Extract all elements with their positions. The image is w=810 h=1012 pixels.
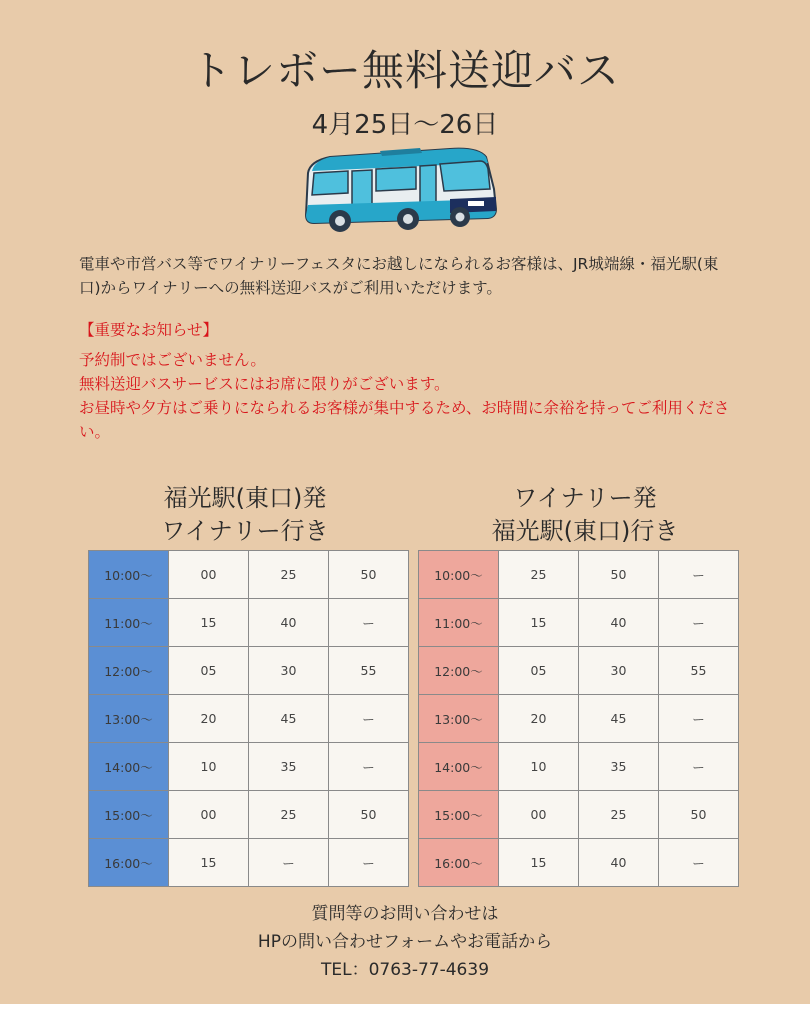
minute-cell: ー <box>659 839 739 887</box>
table-row <box>89 551 409 599</box>
minute-cell: 50 <box>579 551 659 599</box>
minute-cell: 35 <box>249 743 329 791</box>
minute-cell: ー <box>659 599 739 647</box>
table-row <box>419 599 739 647</box>
hour-cell: 14:00〜 <box>89 743 169 791</box>
hour-cell: 12:00〜 <box>419 647 499 695</box>
notice-line: 予約制ではございません。 <box>79 351 266 369</box>
timetable-title-station <box>80 482 410 548</box>
minute-cell: ー <box>659 695 739 743</box>
minute-cell: 40 <box>249 599 329 647</box>
table-row <box>419 647 739 695</box>
hour-cell: 10:00〜 <box>419 551 499 599</box>
hour-cell: 10:00〜 <box>89 551 169 599</box>
hour-cell: 15:00〜 <box>419 791 499 839</box>
table-row <box>89 839 409 887</box>
timetable-title-winery <box>420 482 750 548</box>
notice-line: 無料送迎バスサービスにはお席に限りがございます。 <box>79 375 450 393</box>
phone-number: TEL：0763-77-4639 <box>320 960 490 980</box>
contact-line: 質問等のお問い合わせは <box>311 904 499 924</box>
intro-text: 電車や市営バス等でワイナリーフェスタにお越しになられるお客様は、JR城端線・福光駅(東口)からワイナリーへの無料送迎バスがご利用いただけます。 <box>79 255 719 297</box>
table-row <box>89 695 409 743</box>
minute-cell: ー <box>329 599 409 647</box>
minute-cell: 50 <box>659 791 739 839</box>
minute-cell: ー <box>329 743 409 791</box>
important-notice <box>79 318 739 444</box>
minute-cell: ー <box>329 695 409 743</box>
table-row <box>419 743 739 791</box>
minute-cell: 50 <box>329 551 409 599</box>
hour-cell: 14:00〜 <box>419 743 499 791</box>
minute-cell: ー <box>249 839 329 887</box>
table-row <box>419 791 739 839</box>
minute-cell: 40 <box>579 839 659 887</box>
minute-cell: 15 <box>499 839 579 887</box>
hour-cell: 16:00〜 <box>419 839 499 887</box>
title-line: 福光駅(東口)発 <box>163 484 327 512</box>
minute-cell: 25 <box>249 551 329 599</box>
table-row <box>89 599 409 647</box>
minute-cell: 05 <box>499 647 579 695</box>
minute-cell: 30 <box>579 647 659 695</box>
minute-cell: 20 <box>169 695 249 743</box>
minute-cell: 00 <box>169 791 249 839</box>
minute-cell: 00 <box>169 551 249 599</box>
hour-cell: 16:00〜 <box>89 839 169 887</box>
minute-cell: 00 <box>499 791 579 839</box>
minute-cell: 15 <box>499 599 579 647</box>
hour-cell: 11:00〜 <box>419 599 499 647</box>
title-line: 福光駅(東口)行き <box>491 517 679 545</box>
minute-cell: 55 <box>659 647 739 695</box>
minute-cell: 20 <box>499 695 579 743</box>
minute-cell: ー <box>329 839 409 887</box>
minute-cell: 25 <box>499 551 579 599</box>
minute-cell: 25 <box>249 791 329 839</box>
minute-cell: 55 <box>329 647 409 695</box>
minute-cell: ー <box>659 743 739 791</box>
contact-line: HPの問い合わせフォームやお電話から <box>257 932 553 952</box>
table-row <box>419 551 739 599</box>
minute-cell: 40 <box>579 599 659 647</box>
minute-cell: 45 <box>249 695 329 743</box>
bottom-border <box>0 1004 810 1012</box>
table-row <box>419 839 739 887</box>
minute-cell: 50 <box>329 791 409 839</box>
minute-cell: 25 <box>579 791 659 839</box>
event-dates: 4月25日〜26日 <box>311 110 499 140</box>
notice-heading: 【重要なお知らせ】 <box>79 321 219 339</box>
minute-cell: 30 <box>249 647 329 695</box>
title-line: ワイナリー行き <box>161 517 329 545</box>
hour-cell: 12:00〜 <box>89 647 169 695</box>
minute-cell: 35 <box>579 743 659 791</box>
hour-cell: 13:00〜 <box>419 695 499 743</box>
minute-cell: 10 <box>169 743 249 791</box>
bus-illustration <box>300 143 500 235</box>
minute-cell: 45 <box>579 695 659 743</box>
contact-info <box>0 900 810 984</box>
minute-cell: 15 <box>169 599 249 647</box>
page-title: トレボー無料送迎バス <box>189 46 620 95</box>
timetable-station-to-winery <box>88 550 409 887</box>
minute-cell: 15 <box>169 839 249 887</box>
hour-cell: 11:00〜 <box>89 599 169 647</box>
timetable-winery-to-station <box>418 550 739 887</box>
title-line: ワイナリー発 <box>513 484 657 512</box>
hour-cell: 15:00〜 <box>89 791 169 839</box>
notice-line: お昼時や夕方はご乗りになられるお客様が集中するため、お時間に余裕を持ってご利用ください。 <box>79 399 730 441</box>
table-row <box>89 647 409 695</box>
minute-cell: ー <box>659 551 739 599</box>
table-row <box>419 695 739 743</box>
minute-cell: 05 <box>169 647 249 695</box>
table-row <box>89 791 409 839</box>
table-row <box>89 743 409 791</box>
minute-cell: 10 <box>499 743 579 791</box>
hour-cell: 13:00〜 <box>89 695 169 743</box>
